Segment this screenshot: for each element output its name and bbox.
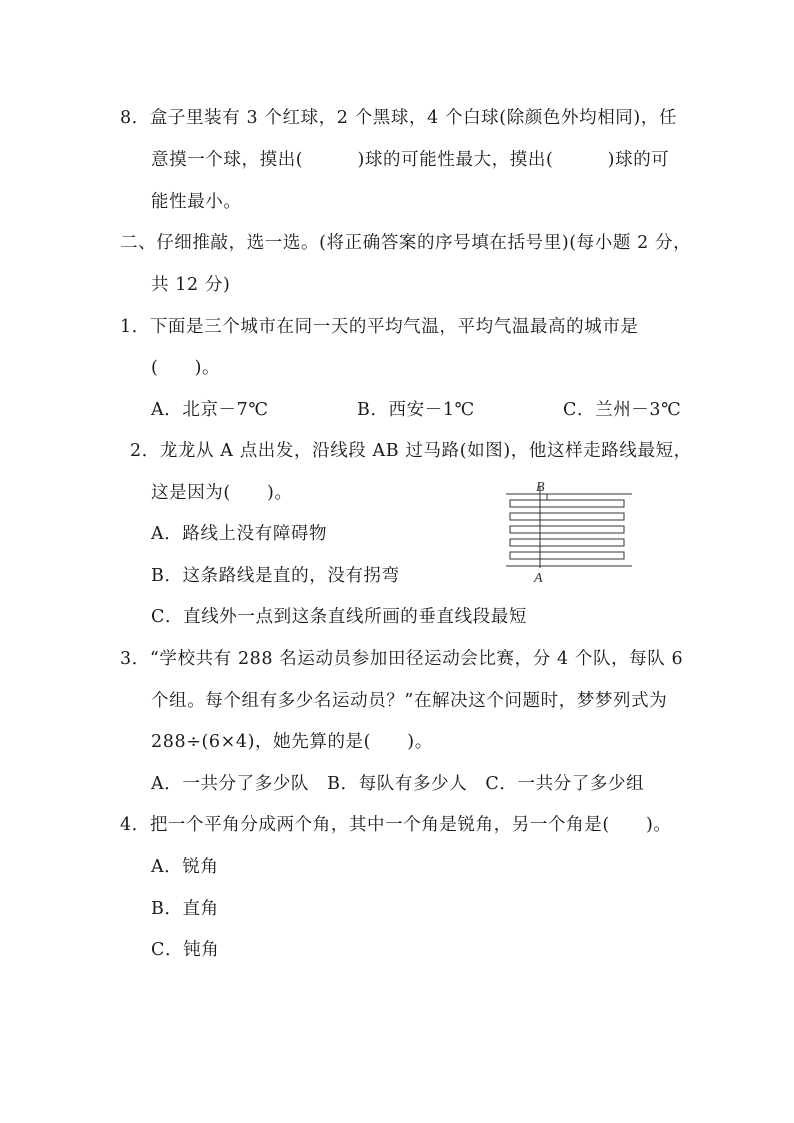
- q8-line-2: 意摸一个球，摸出( )球的可能性最大，摸出( )球的可: [151, 150, 670, 170]
- s4-option-c: C．钝角: [151, 940, 220, 960]
- s4-line-1: 4．把一个平角分成两个角，其中一个角是锐角，另一个角是( )。: [120, 815, 672, 835]
- section-2-line-2: 共 12 分): [151, 275, 231, 295]
- crosswalk-stripe: [510, 526, 624, 533]
- s1-option-a: A．北京－7℃: [151, 400, 269, 420]
- crosswalk-stripe: [510, 500, 624, 507]
- s3-line-2: 个组。每个组有多少名运动员？”在解决这个问题时，梦梦列式为: [151, 691, 668, 711]
- crosswalk-stripe: [510, 539, 624, 546]
- s1-option-b: B．西安－1℃: [357, 400, 475, 420]
- s1-line-2: ( )。: [151, 358, 221, 378]
- s2-line-1: 2．龙龙从 A 点出发，沿线段 AB 过马路(如图)，他这样走路线最短，: [130, 441, 692, 461]
- q8-line-3: 能性最小。: [151, 192, 242, 212]
- point-b-label: B: [536, 480, 545, 495]
- s3-options: A．一共分了多少队 B．每队有多少人 C．一共分了多少组: [151, 774, 645, 794]
- crosswalk-stripe: [510, 513, 624, 520]
- s3-line-1: 3．“学校共有 288 名运动员参加田径运动会比赛，分 4 个队，每队 6: [120, 649, 684, 669]
- s2-option-c: C．直线外一点到这条直线所画的垂直线段最短: [151, 607, 527, 627]
- crosswalk-stripe: [510, 552, 624, 559]
- section-2-line-1: 二、仔细推敲，选一选。(将正确答案的序号填在括号里)(每小题 2 分，: [120, 233, 692, 253]
- s3-line-3: 288÷(6×4)，她先算的是( )。: [151, 732, 433, 752]
- point-a-label: A: [534, 571, 543, 586]
- road-crossing-figure: [500, 478, 640, 586]
- s1-line-1: 1．下面是三个城市在同一天的平均气温，平均气温最高的城市是: [120, 317, 639, 337]
- s2-line-2: 这是因为( )。: [151, 483, 293, 503]
- s4-option-b: B．直角: [151, 899, 219, 919]
- s4-option-a: A．锐角: [151, 857, 219, 877]
- s2-option-b: B．这条路线是直的，没有拐弯: [151, 566, 400, 586]
- s1-option-c: C．兰州－3℃: [563, 400, 682, 420]
- s2-option-a: A．路线上没有障碍物: [151, 524, 328, 544]
- q8-line-1: 8．盒子里装有 3 个红球，2 个黑球，4 个白球(除颜色外均相同)，任: [120, 108, 678, 128]
